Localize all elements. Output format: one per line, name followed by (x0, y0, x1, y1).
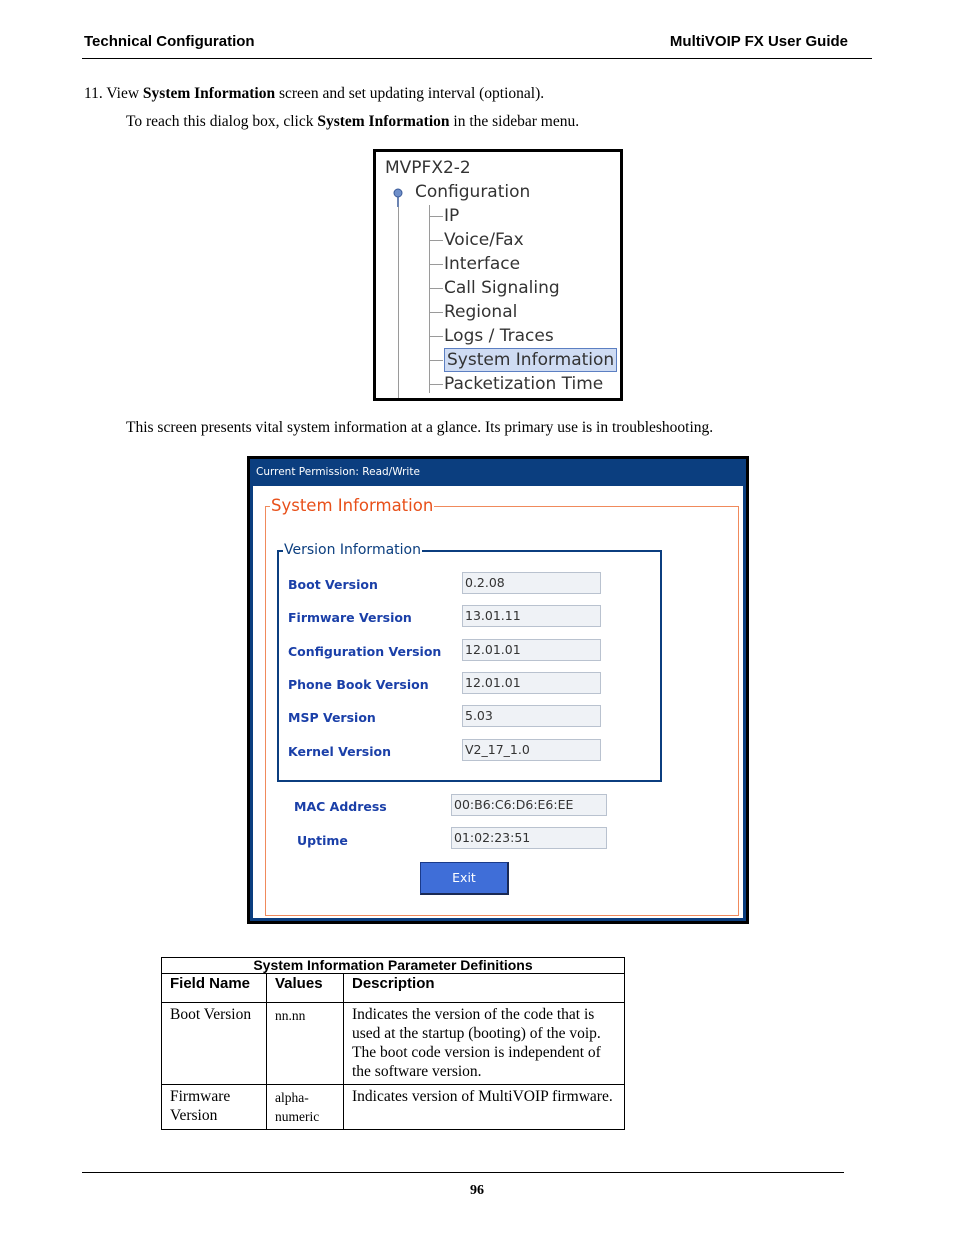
cell-field-name: Firmware Version (162, 1085, 267, 1130)
tree-item-voice-fax[interactable]: Voice/Fax (444, 230, 524, 250)
sidebar-tree-screenshot (373, 149, 623, 401)
tree-item-interface[interactable]: Interface (444, 254, 521, 274)
system-information-dialog (247, 456, 749, 924)
configuration-version-label: Configuration Version (288, 644, 442, 659)
uptime-label: Uptime (297, 833, 348, 848)
system-information-heading: System Information (271, 496, 434, 515)
cell-description: Indicates the version of the code that is used at the startup (booting) of the voip. The boot code version is independent of the software version. (344, 1003, 625, 1085)
kernel-version-field[interactable]: V2_17_1.0 (462, 739, 601, 761)
header-rule (82, 58, 872, 59)
mac-address-field[interactable]: 00:B6:C6:D6:E6:EE (451, 794, 607, 816)
tree-item-ip[interactable]: IP (444, 206, 460, 226)
tree-node-pin-icon (392, 188, 404, 208)
page-number: 96 (470, 1183, 484, 1198)
cell-values: nn.nn (267, 1003, 344, 1085)
cell-field-name: Boot Version (162, 1003, 267, 1085)
configuration-version-field[interactable]: 12.01.01 (462, 639, 601, 661)
boot-version-label: Boot Version (288, 577, 378, 592)
permission-title-bar: Current Permission: Read/Write (250, 459, 746, 486)
firmware-version-label: Firmware Version (288, 610, 412, 625)
tree-item-packetization-time[interactable]: Packetization Time (444, 374, 604, 394)
phone-book-version-field[interactable]: 12.01.01 (462, 672, 601, 694)
step-instruction: 11. View System Information screen and set updating interval (optional). (84, 85, 545, 102)
cell-description: Indicates version of MultiVOIP firmware. (344, 1085, 625, 1130)
tree-item-system-information[interactable]: System Information (444, 348, 617, 372)
tree-item-call-signaling[interactable]: Call Signaling (444, 278, 560, 298)
version-information-heading: Version Information (284, 542, 421, 558)
tree-root-line (398, 207, 399, 401)
tree-item-regional[interactable]: Regional (444, 302, 518, 322)
tree-configuration[interactable]: Configuration (415, 182, 531, 202)
table-row (162, 1085, 625, 1130)
uptime-field[interactable]: 01:02:23:51 (451, 827, 607, 849)
tree-root[interactable]: MVPFX2-2 (385, 158, 471, 178)
exit-button[interactable]: Exit (420, 862, 509, 895)
msp-version-field[interactable]: 5.03 (462, 705, 601, 727)
tree-branch-line (429, 205, 430, 393)
table-row (162, 1003, 625, 1085)
table-caption: System Information Parameter Definitions (162, 958, 625, 974)
kernel-version-label: Kernel Version (288, 744, 391, 759)
phone-book-version-label: Phone Book Version (288, 677, 429, 692)
column-header-values: Values (267, 974, 344, 1003)
intro-paragraph: This screen presents vital system information at a glance. Its primary use is in troubleshooting. (126, 419, 714, 436)
firmware-version-field[interactable]: 13.01.11 (462, 605, 601, 627)
cell-values: alpha-numeric (267, 1085, 344, 1130)
mac-address-label: MAC Address (294, 799, 387, 814)
reach-instruction: To reach this dialog box, click System Information in the sidebar menu. (126, 113, 580, 130)
footer-rule (82, 1172, 844, 1173)
column-header-field-name: Field Name (162, 974, 267, 1003)
boot-version-field[interactable]: 0.2.08 (462, 572, 601, 594)
parameter-definitions-table (161, 957, 625, 1130)
msp-version-label: MSP Version (288, 710, 376, 725)
running-header-section: Technical Configuration (84, 33, 255, 50)
tree-item-logs-traces[interactable]: Logs / Traces (444, 326, 554, 346)
column-header-description: Description (344, 974, 625, 1003)
running-header-title: MultiVOIP FX User Guide (669, 33, 848, 50)
